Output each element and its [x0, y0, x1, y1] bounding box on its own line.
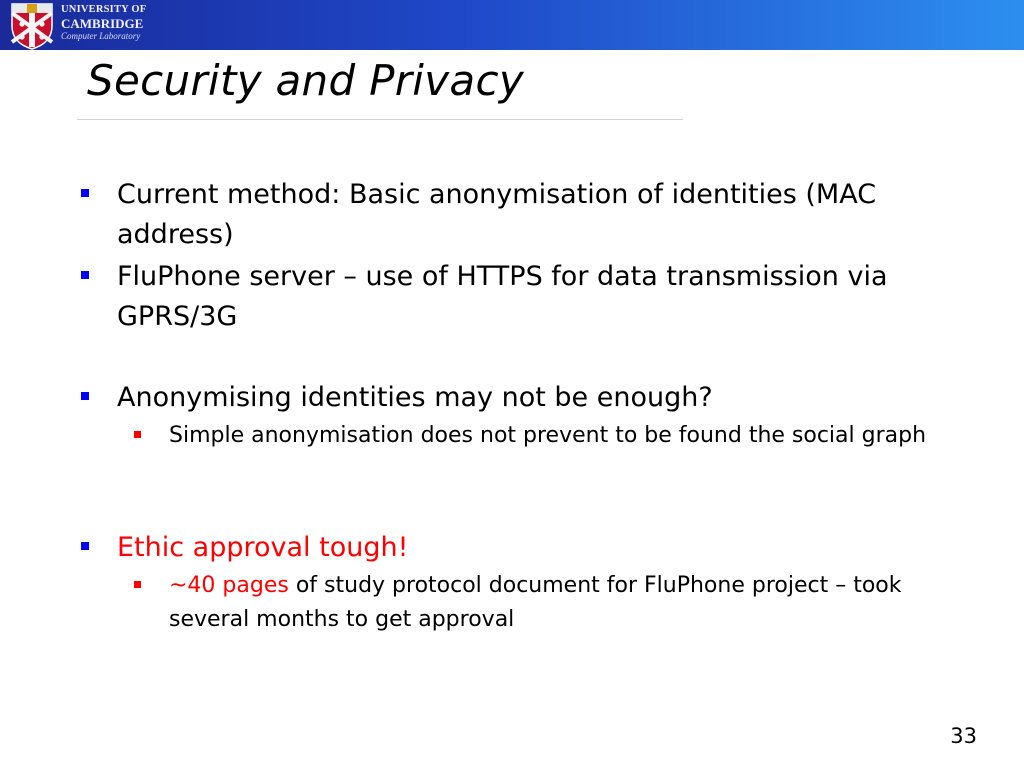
university-logo — [4, 2, 164, 48]
cambridge-crest-icon — [10, 2, 54, 50]
bullet-marker-icon — [81, 271, 89, 279]
bullet-text: Current method: Basic anonymisation of identities (MAC address) — [117, 179, 877, 250]
bullet-text: Ethic approval tough! — [117, 532, 409, 563]
sub-bullet-text: Simple anonymisation does not prevent to be found the social graph — [169, 423, 927, 448]
sub-bullet-study-protocol — [169, 569, 959, 637]
bullet-current-method — [117, 175, 997, 255]
bullet-ethic-approval — [117, 528, 997, 568]
bullet-text: Anonymising identities may not be enough? — [117, 382, 713, 413]
bullet-marker-icon — [81, 542, 89, 550]
header-bar — [0, 0, 1024, 50]
slide-title: Security and Privacy — [87, 56, 524, 105]
logo-line-2: CAMBRIDGE — [61, 15, 144, 31]
sub-bullet-marker-icon — [134, 431, 141, 438]
logo-text — [61, 5, 146, 41]
bullet-text: FluPhone server – use of HTTPS for data transmission via GPRS/3G — [117, 261, 888, 332]
bullet-marker-icon — [81, 189, 89, 197]
sub-bullet-text: of study protocol document for FluPhone project – took several months to get approval — [169, 573, 902, 632]
title-divider — [77, 119, 683, 120]
bullet-marker-icon — [81, 392, 89, 400]
page-number: 33 — [950, 724, 977, 748]
bullet-anonymising-identities — [117, 378, 997, 418]
sub-bullet-marker-icon — [134, 581, 141, 588]
logo-line-3: Computer Laboratory — [61, 30, 141, 41]
logo-line-1: UNIVERSITY OF — [61, 4, 147, 15]
sub-bullet-emphasis: ~40 pages — [169, 573, 289, 598]
bullet-fluphone-server — [117, 257, 917, 337]
sub-bullet-social-graph — [169, 419, 999, 453]
